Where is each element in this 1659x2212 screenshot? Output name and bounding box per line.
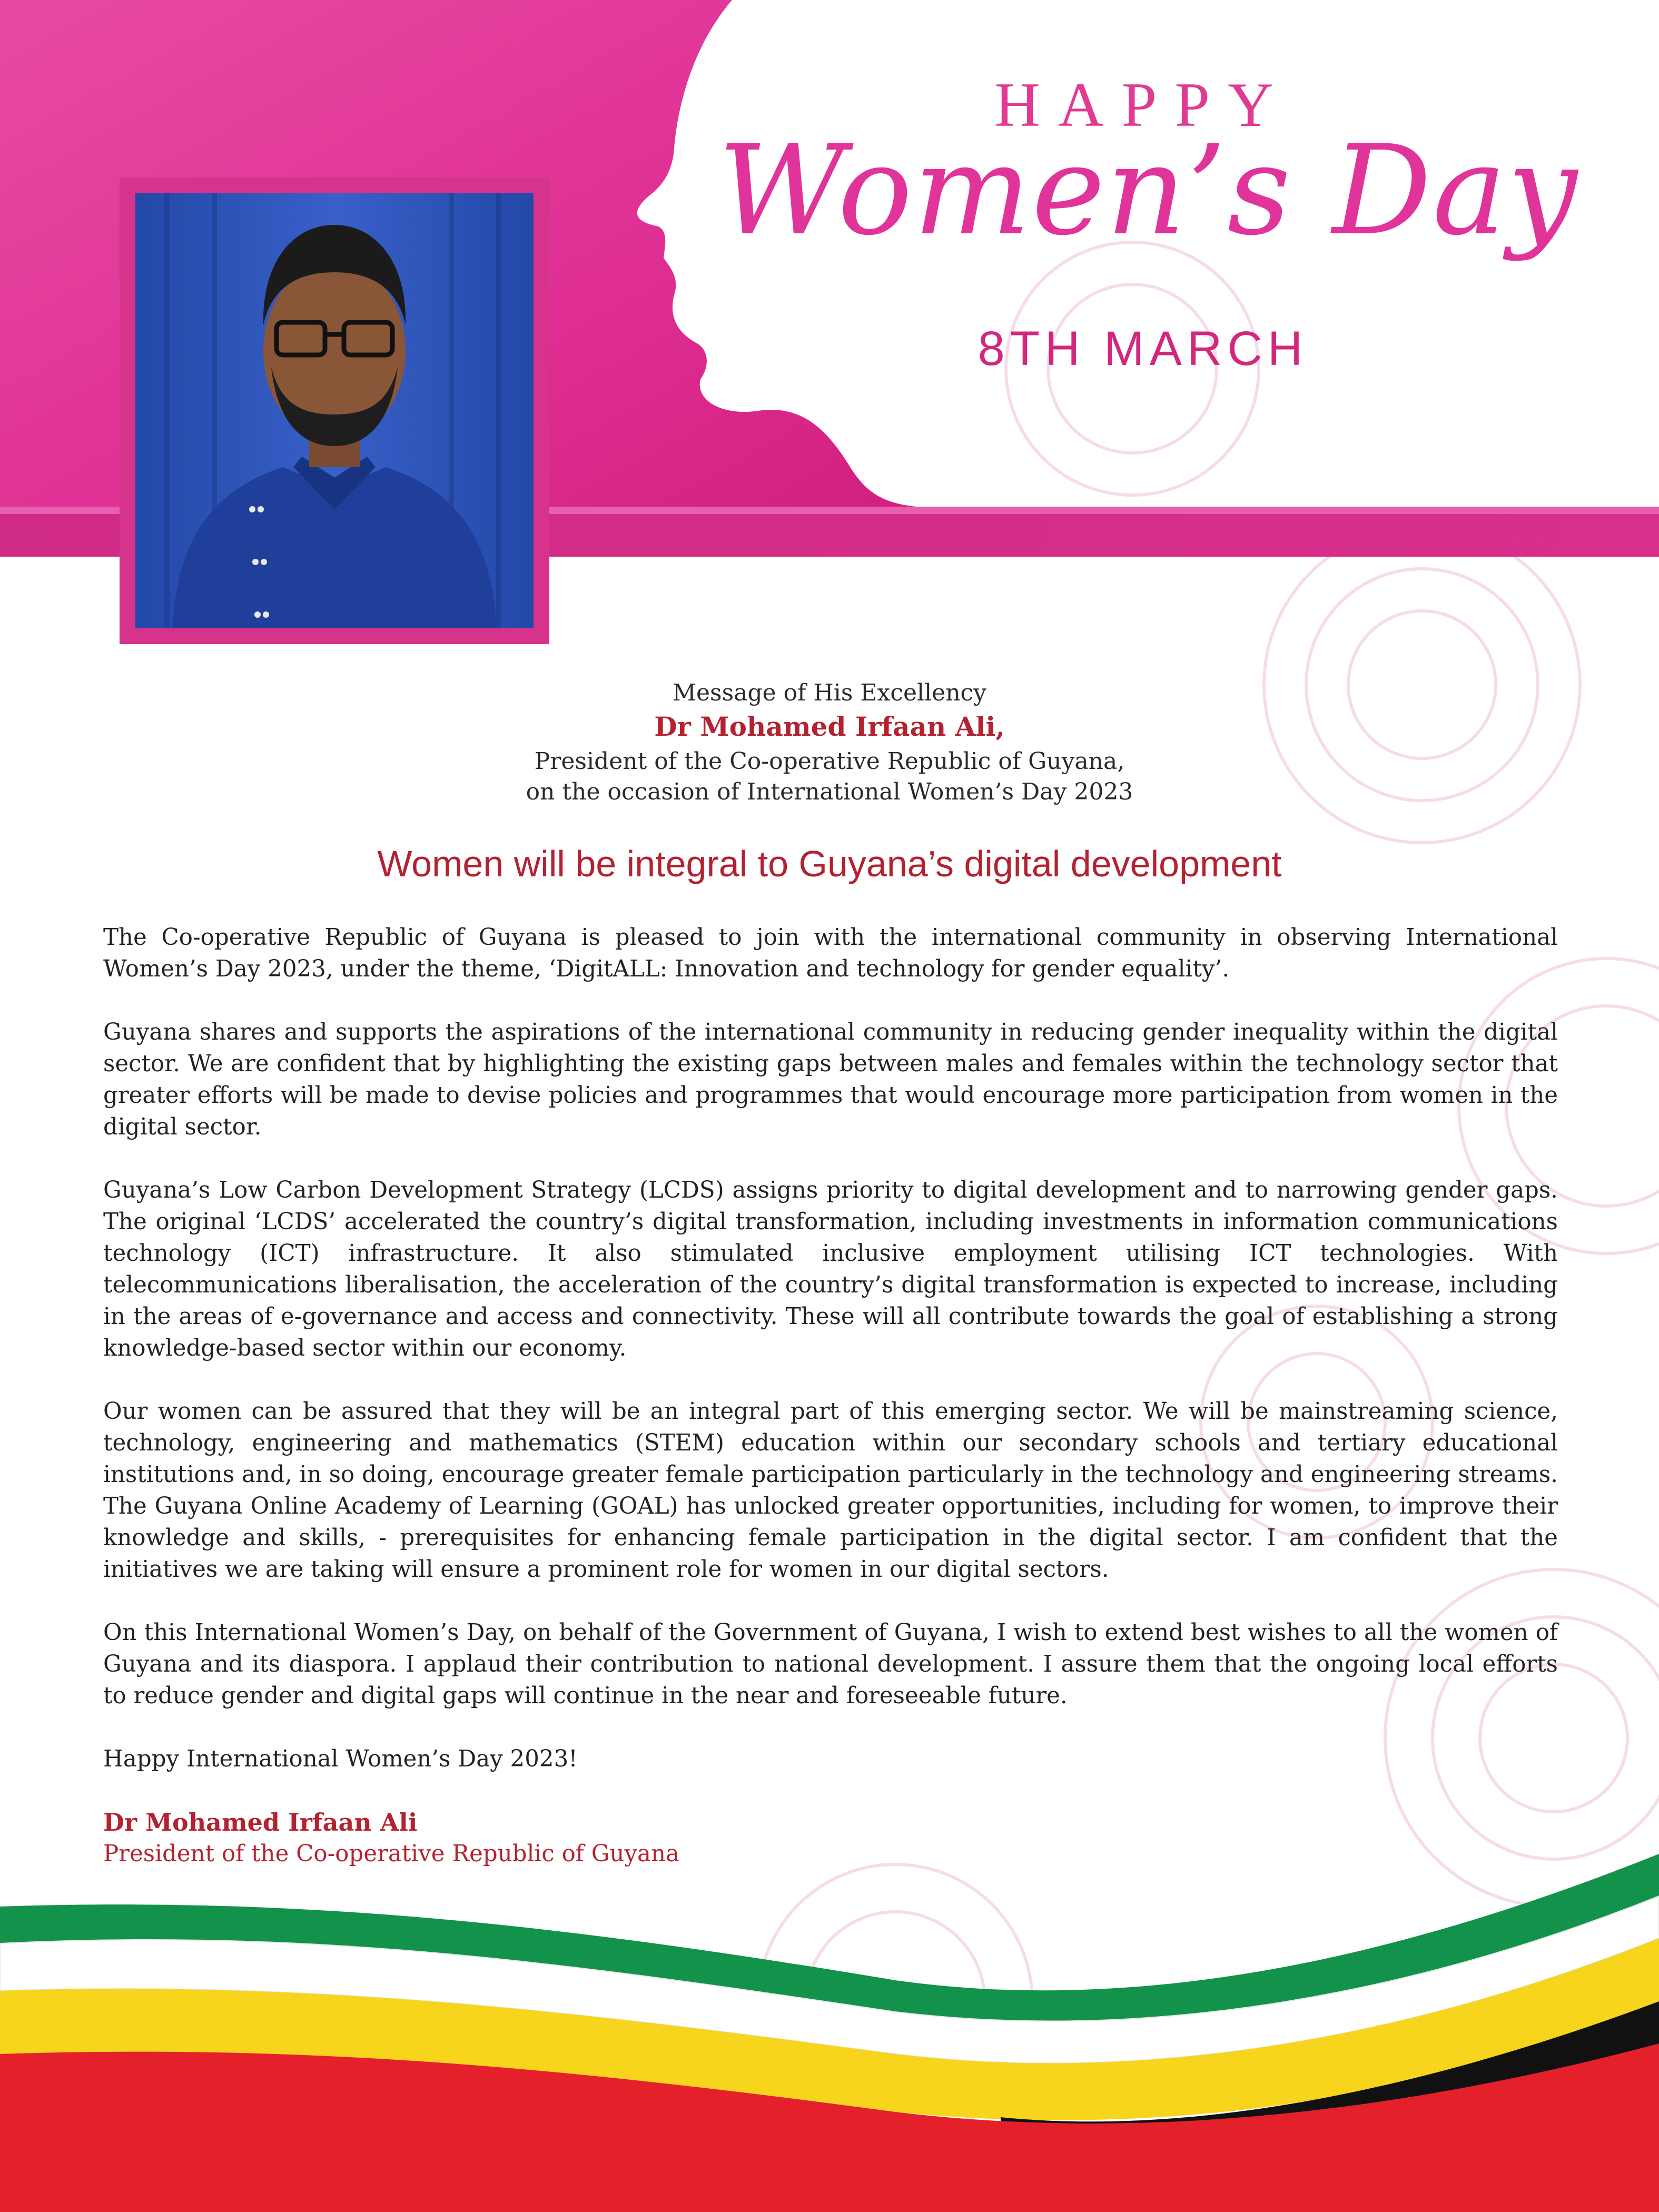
paragraph: Guyana’s Low Carbon Development Strategy (LCDS) assigns priority to digital development and to narrowing gender gaps. The original ‘LCDS’ accelerated the country’s digital transformation, including investments in information communications technology (ICT) infrastructure. It also stimulated inclusive employment utilising ICT technologies. With telecommunications liberalisation, the acceleration of the country’s digital transformation is expected to increase, including in the areas of e-governance and access and connectivity. These will all contribute towards the goal of establishing a strong knowledge-based sector within our economy. [103,1177,1558,1361]
intro-president-name: Dr Mohamed Irfaan Ali, [654,711,1005,742]
paragraph: Guyana shares and supports the aspirations of the international community in reducing gender inequality within the digital sector. We are confident that by highlighting the existing gaps between males and females within the technology sector that greater efforts will be made to devise policies and programmes that would encourage more participation from women in the digital sector. [103,1019,1558,1140]
paragraph: Happy International Women’s Day 2023! [103,1746,578,1772]
header-date: 8TH MARCH [977,322,1308,376]
portrait-frame [120,177,549,644]
header-happy-text: HAPPY [994,70,1291,140]
paragraph: On this International Women’s Day, on behalf of the Government of Guyana, I wish to extend best wishes to all the women of Guyana and its diaspora. I applaud their contribution to national development. I assure them that the ongoing local efforts to reduce gender and digital gaps will continue in the near and foreseeable future. [103,1619,1558,1709]
intro-line-2: President of the Co-operative Republic of Guyana, [534,748,1125,775]
portrait-photo [135,193,534,628]
paragraph: The Co-operative Republic of Guyana is pleased to join with the international community in observing International Women’s Day 2023, under the theme, ‘DigitALL: Innovation and technology for gender equality’. [103,924,1558,982]
signature-title: President of the Co-operative Republic of Guyana [103,1841,679,1867]
flag-waves [0,1854,1659,2212]
message-body [103,922,1558,1870]
intro-line-3: on the occasion of International Women’s Day 2023 [526,778,1133,805]
paragraph: Our women can be assured that they will be an integral part of this emerging sector. We will be mainstreaming science, technology, engineering and mathematics (STEM) education within our secondary schools and tertiary educational institutions and, in so doing, encourage greater female participation particularly in the technology and engineering streams. The Guyana Online Academy of Learning (GOAL) has unlocked greater opportunities, including for women, to improve their knowledge and skills, - prerequisites for enhancing female participation in the digital sector. I am confident that the initiatives we are taking will ensure a prominent role for women in our digital sectors. [103,1398,1558,1583]
message-headline: Women will be integral to Guyana’s digital development [377,843,1282,884]
intro-line-1: Message of His Excellency [672,679,987,706]
header-title: Women’s Day [718,119,1578,263]
signature-name: Dr Mohamed Irfaan Ali [103,1808,418,1836]
